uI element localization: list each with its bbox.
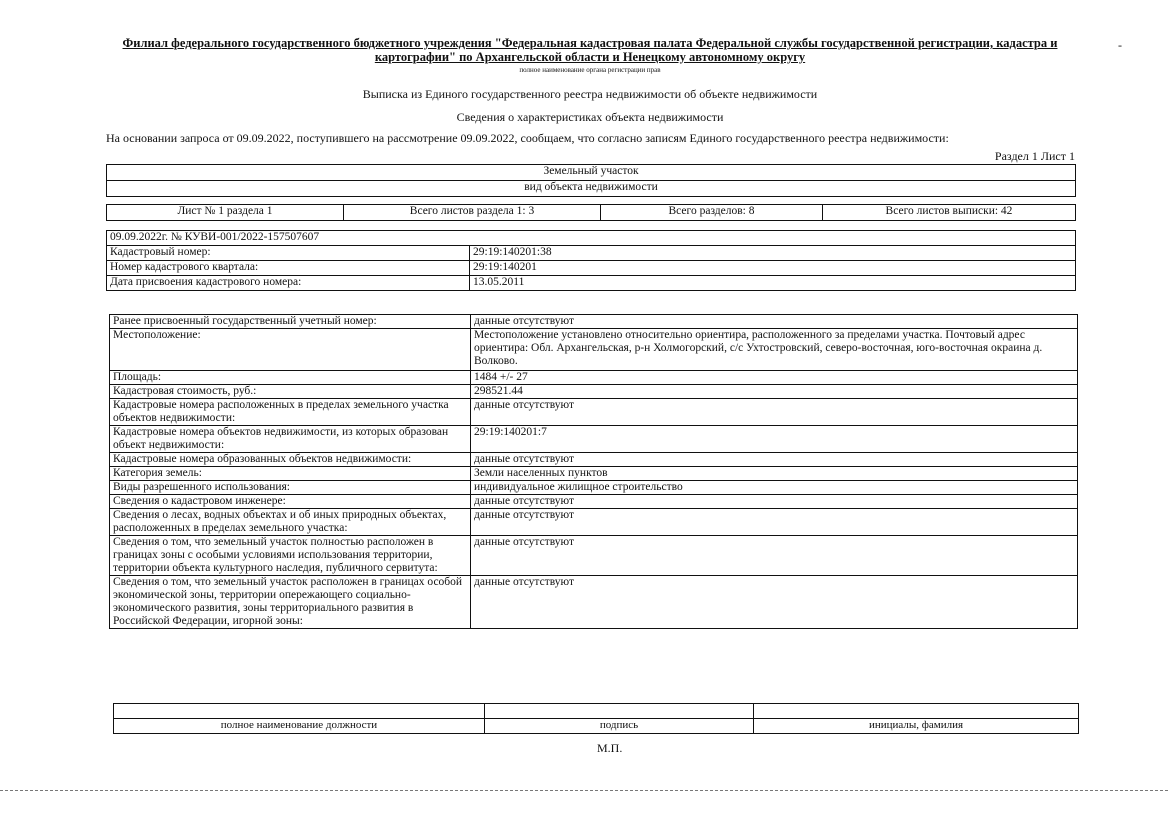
table-row	[107, 246, 1076, 261]
identification-table	[106, 230, 1076, 291]
detail-label: Кадастровые номера объектов недвижимости, из которых образован объект недвижимости:	[110, 426, 471, 453]
name-field	[754, 704, 1079, 719]
object-type: Земельный участок	[107, 165, 1076, 181]
detail-value: данные отсутствуют	[471, 536, 1078, 576]
table-row	[107, 276, 1076, 291]
detail-value: данные отсутствуют	[471, 315, 1078, 329]
table-row	[110, 467, 1078, 481]
object-type-table	[106, 164, 1076, 197]
table-row	[110, 426, 1078, 453]
organization-name: Филиал федерального государственного бюджетного учреждения "Федеральная кадастровая палата Федеральной службы государственной регистрации, кадастра и картографии" по Архангельской области и Ненецкому автономному округу	[122, 36, 1058, 64]
detail-value: данные отсутствуют	[471, 399, 1078, 426]
signature-caption: подпись	[485, 719, 754, 734]
detail-value: данные отсутствуют	[471, 576, 1078, 629]
detail-value: данные отсутствуют	[471, 453, 1078, 467]
cadastral-number-value: 29:19:140201:38	[470, 246, 1076, 261]
detail-label: Сведения о лесах, водных объектах и об иных природных объектах, расположенных в пределах земельного участка:	[110, 509, 471, 536]
table-row	[110, 371, 1078, 385]
name-caption: инициалы, фамилия	[754, 719, 1079, 734]
detail-label: Сведения о том, что земельный участок полностью расположен в границах зоны с особыми условиями использования территории, территории объекта культурного наследия, публичного сервитута:	[110, 536, 471, 576]
cadastral-number-label: Кадастровый номер:	[107, 246, 470, 261]
table-row	[110, 481, 1078, 495]
assignment-date-label: Дата присвоения кадастрового номера:	[107, 276, 470, 291]
sections-total: Всего разделов: 8	[601, 205, 823, 221]
detail-label: Категория земель:	[110, 467, 471, 481]
detail-value: 298521.44	[471, 385, 1078, 399]
detail-label: Виды разрешенного использования:	[110, 481, 471, 495]
detail-label: Площадь:	[110, 371, 471, 385]
signature-field	[485, 704, 754, 719]
object-type-caption: вид объекта недвижимости	[107, 181, 1076, 197]
sheet-number: Лист № 1 раздела 1	[107, 205, 344, 221]
detail-value: Земли населенных пунктов	[471, 467, 1078, 481]
table-row	[110, 329, 1078, 371]
detail-value: 1484 +/- 27	[471, 371, 1078, 385]
document-subtitle: Сведения о характеристиках объекта недвижимости	[456, 110, 724, 124]
table-row	[110, 576, 1078, 629]
details-table	[109, 314, 1078, 629]
signature-table	[113, 703, 1079, 734]
detail-label: Сведения о кадастровом инженере:	[110, 495, 471, 509]
table-row	[110, 399, 1078, 426]
request-basis: На основании запроса от 09.09.2022, поступившего на рассмотрение 09.09.2022, сообщаем, что согласно записям Единого государственного реестра недвижимости:	[106, 131, 949, 145]
position-caption: полное наименование должности	[114, 719, 485, 734]
table-row	[107, 261, 1076, 276]
assignment-date-value: 13.05.2011	[470, 276, 1076, 291]
detail-value: данные отсутствуют	[471, 509, 1078, 536]
detail-label: Местоположение:	[110, 329, 471, 371]
table-row	[110, 315, 1078, 329]
section-sheet-label: Раздел 1 Лист 1	[994, 149, 1075, 163]
detail-value: данные отсутствуют	[471, 495, 1078, 509]
table-row	[110, 536, 1078, 576]
table-row	[110, 495, 1078, 509]
sheets-in-section: Всего листов раздела 1: 3	[344, 205, 601, 221]
sheets-table	[106, 204, 1076, 221]
table-row	[110, 509, 1078, 536]
detail-value: индивидуальное жилищное строительство	[471, 481, 1078, 495]
detail-label: Кадастровые номера расположенных в пределах земельного участка объектов недвижимости:	[110, 399, 471, 426]
position-field	[114, 704, 485, 719]
document-title: Выписка из Единого государственного реестра недвижимости об объекте недвижимости	[362, 87, 818, 101]
sheets-total: Всего листов выписки: 42	[823, 205, 1076, 221]
detail-label: Кадастровая стоимость, руб.:	[110, 385, 471, 399]
detail-value: 29:19:140201:7	[471, 426, 1078, 453]
detail-label: Кадастровые номера образованных объектов недвижимости:	[110, 453, 471, 467]
request-number: 09.09.2022г. № КУВИ-001/2022-157507607	[107, 231, 1076, 246]
scan-divider	[0, 790, 1168, 795]
detail-label: Ранее присвоенный государственный учетный номер:	[110, 315, 471, 329]
table-row	[110, 453, 1078, 467]
stamp-place: М.П.	[597, 741, 623, 755]
quarter-number-label: Номер кадастрового квартала:	[107, 261, 470, 276]
organization-caption: полное наименование органа регистрации прав	[519, 66, 661, 74]
detail-value: Местоположение установлено относительно ориентира, расположенного за пределами участка. Почтовый адрес ориентира: Обл. Архангельская, р-н Холмогорский, с/с Ухтостровский, северо-восточная, юго-восточная окраина д. Волково.	[471, 329, 1078, 371]
detail-label: Сведения о том, что земельный участок расположен в границах особой экономической зоны, территории опережающего социально-экономического развития, зоны территориального развития в Российской Федерации, игорной зоны:	[110, 576, 471, 629]
margin-mark: -	[1118, 38, 1122, 52]
table-row	[110, 385, 1078, 399]
quarter-number-value: 29:19:140201	[470, 261, 1076, 276]
